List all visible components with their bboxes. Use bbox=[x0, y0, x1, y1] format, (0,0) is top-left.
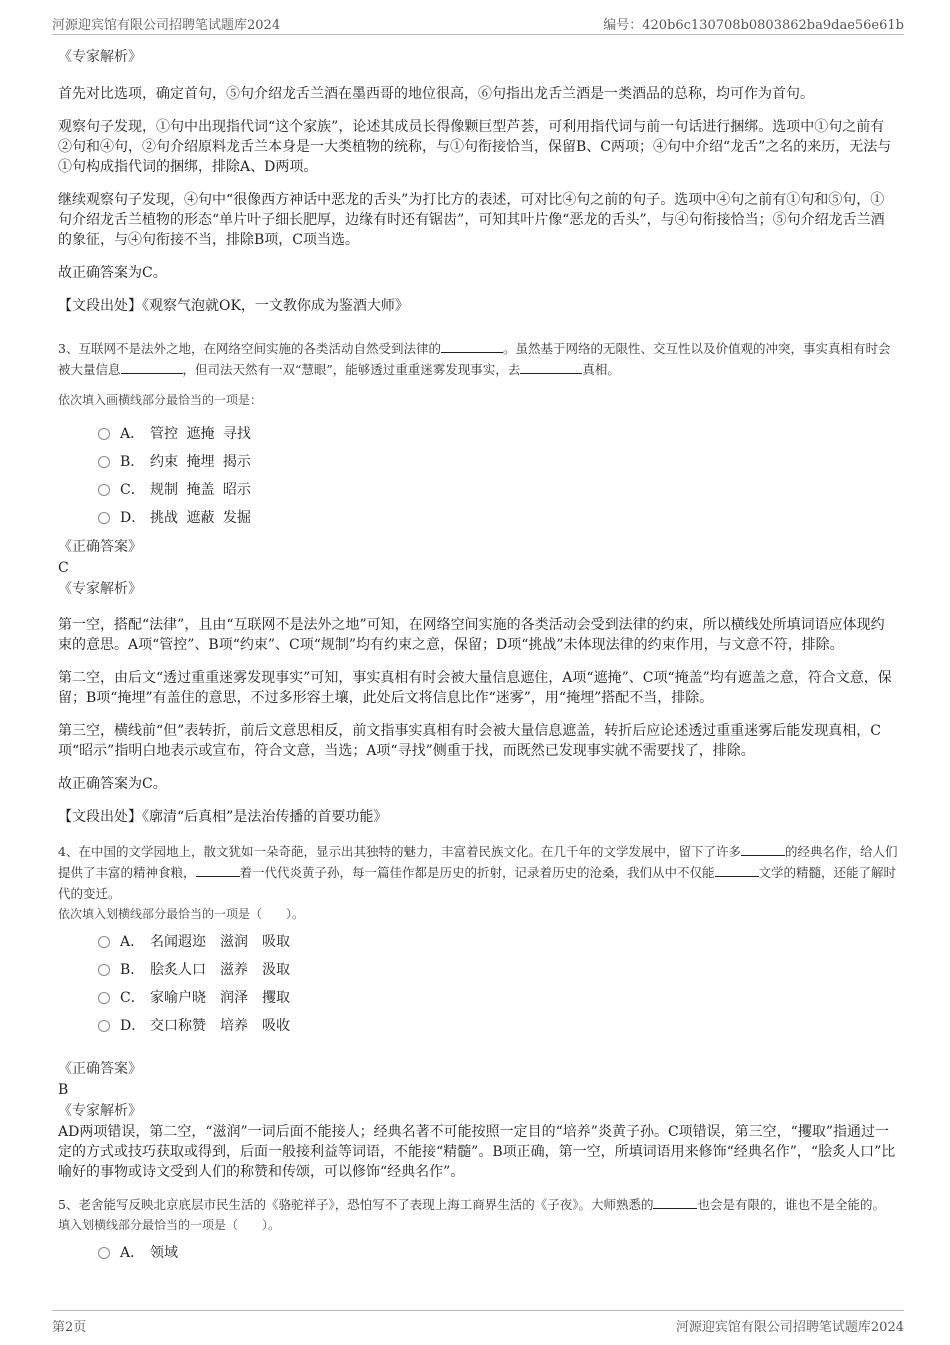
question-instruction: 依次填入画横线部分最恰当的一项是： bbox=[58, 393, 263, 407]
option-d[interactable]: D． 挑战 遮蔽 发掘 bbox=[98, 504, 898, 532]
option-b[interactable]: B． 脍炙人口 滋养 汲取 bbox=[98, 956, 898, 984]
passage-source: 【文段出处】《观察气泡就OK，一文教你成为鉴酒大师》 bbox=[58, 298, 409, 314]
option-d[interactable]: D． 交口称赞 培养 吸收 bbox=[98, 1012, 898, 1040]
question-5-options bbox=[98, 1239, 898, 1267]
correct-answer: C bbox=[58, 560, 69, 576]
question-instruction: 依次填入划横线部分最恰当的一项是（ ）。 bbox=[58, 907, 305, 921]
correct-answer-label: 《正确答案》 bbox=[58, 1061, 142, 1077]
page-header bbox=[52, 12, 904, 35]
expert-analysis-label: 《专家解析》 bbox=[58, 1103, 142, 1119]
expert-analysis-label: 《专家解析》 bbox=[58, 581, 142, 597]
analysis-paragraph: 首先对比选项，确定首句，⑤句介绍龙舌兰酒在墨西哥的地位很高，⑥句指出龙舌兰酒是一类酒品的总称，均可作为首句。 bbox=[58, 86, 814, 102]
radio-icon[interactable] bbox=[98, 512, 110, 524]
option-c[interactable]: C． 家喻户晓 润泽 攫取 bbox=[98, 984, 898, 1012]
answer-blank bbox=[121, 362, 183, 374]
radio-icon[interactable] bbox=[98, 1020, 110, 1032]
radio-icon[interactable] bbox=[98, 936, 110, 948]
correct-answer-label: 《正确答案》 bbox=[58, 539, 142, 555]
option-c[interactable]: C． 规制 掩盖 昭示 bbox=[98, 476, 898, 504]
expert-analysis-label: 《专家解析》 bbox=[58, 49, 142, 65]
radio-icon[interactable] bbox=[98, 992, 110, 1004]
answer-blank bbox=[653, 1197, 697, 1209]
radio-icon[interactable] bbox=[98, 964, 110, 976]
answer-blank bbox=[441, 341, 503, 353]
analysis-paragraph: 第一空，搭配“法律”，且由“互联网不是法外之地”可知，在网络空间实施的各类活动会受到法律的约束，所以横线处所填词语应体现约束的意思。A项“管控”、B项“约束”、C项“规制”均有约束之意，保留；D项“挑战”未体现法律的约束作用，与文意不符，排除。 bbox=[58, 617, 885, 653]
analysis-paragraph: 第三空，横线前“但”表转折，前后文意思相反，前文指事实真相有时会被大量信息遮盖，转折后应论述透过重重迷雾后能发现真相，C项“昭示”指明白地表示或宣布，符合文意，当选；A项“寻找”侧重于找，而既然已发现事实就不需要找了，排除。 bbox=[58, 723, 882, 759]
radio-icon[interactable] bbox=[98, 484, 110, 496]
radio-icon[interactable] bbox=[98, 1247, 110, 1259]
option-a[interactable]: A． 名闻遐迩 滋润 吸取 bbox=[98, 928, 898, 956]
analysis-paragraph: AD两项错误，第二空，“滋润”一词后面不能接人；经典名著不可能按照一定目的“培养”炎黄子孙。C项错误，第三空，“攫取”指通过一定的方式或技巧获取或得到，后面一般接利益等词语，不能接“精髓”。B项正确，第一空，所填词语用来修饰“经典名作”，“脍炙人口”比喻好的事物或诗文受到人们的称赞和传颂，可以修饰“经典名作”。 bbox=[58, 1124, 896, 1180]
analysis-paragraph: 观察句子发现，①句中出现指代词“这个家族”，论述其成员长得像颗巨型芦荟，可利用指代词与前一句话进行捆绑。选项中①句之前有②句和④句，②句介绍原料龙舌兰本身是一大类植物的统称，与①句衔接恰当，保留B、C两项；④句中介绍“龙舌”之名的来历，无法与①句构成指代词的捆绑，排除A、D两项。 bbox=[58, 119, 892, 175]
option-a[interactable]: A． 领域 bbox=[98, 1239, 898, 1267]
option-b[interactable]: B． 约束 掩埋 揭示 bbox=[98, 448, 898, 476]
analysis-conclusion: 故正确答案为C。 bbox=[58, 265, 167, 281]
question-3-stem: 3、互联网不是法外之地，在网络空间实施的各类活动自然受到法律的 。虽然基于网络的无限性、交互性以及价值观的冲突，事实真相有时会被大量信息 ，但司法天然有一双“慧眼”，能够透过重重迷雾发现事实，去 真相。 bbox=[58, 341, 891, 377]
question-instruction: 填入划横线部分最恰当的一项是（ ）。 bbox=[58, 1218, 281, 1232]
passage-source: 【文段出处】《廓清“后真相”是法治传播的首要功能》 bbox=[58, 809, 388, 825]
header-serial: 编号：420b6c130708b0803862ba9dae56e61b bbox=[603, 18, 904, 33]
analysis-conclusion: 故正确答案为C。 bbox=[58, 776, 167, 792]
answer-blank bbox=[741, 844, 785, 856]
correct-answer: B bbox=[58, 1082, 69, 1098]
page-footer bbox=[52, 1310, 904, 1335]
page-content bbox=[58, 40, 898, 1267]
radio-icon[interactable] bbox=[98, 428, 110, 440]
answer-blank bbox=[715, 865, 759, 877]
answer-blank bbox=[196, 865, 240, 877]
answer-blank bbox=[520, 362, 582, 374]
question-4-options bbox=[98, 928, 898, 1040]
footer-title: 河源迎宾馆有限公司招聘笔试题库2024 bbox=[675, 1320, 904, 1335]
header-title: 河源迎宾馆有限公司招聘笔试题库2024 bbox=[52, 18, 281, 33]
analysis-paragraph: 继续观察句子发现，④句中“很像西方神话中恶龙的舌头”为打比方的表述，可对比④句之前的句子。选项中④句之前有①句和⑤句，①句介绍龙舌兰植物的形态“单片叶子细长肥厚，边缘有时还有锯齿”，可知其叶片像“恶龙的舌头”，与④句衔接恰当；⑤句介绍龙舌兰酒的象征，与④句衔接不当，排除B项，C项当选。 bbox=[58, 192, 885, 248]
question-4-stem: 4、在中国的文学园地上，散文犹如一朵奇葩，显示出其独特的魅力，丰富着民族文化。在几千年的文学发展中，留下了许多 的经典名作，给人们提供了丰富的精神食粮， 着一代代炎黄子孙，每一篇佳作都是历史的折射，记录着历史的沧桑，我们从中不仅能 文学的精髓，还能了解时代的变迁。 bbox=[58, 844, 898, 901]
radio-icon[interactable] bbox=[98, 456, 110, 468]
page-number: 第2页 bbox=[52, 1320, 87, 1335]
question-5-stem: 5、老舍能写反映北京底层市民生活的《骆驼祥子》，恐怕写不了表现上海工商界生活的《子夜》。大师熟悉的 也会是有限的，谁也不是全能的。 bbox=[58, 1197, 885, 1212]
question-3-options bbox=[98, 420, 898, 532]
analysis-paragraph: 第二空，由后文“透过重重迷雾发现事实”可知，事实真相有时会被大量信息遮住，A项“遮掩”、C项“掩盖”均有遮盖之意，符合文意，保留；B项“掩埋”有盖住的意思，不过多形容土壤，此处后文将信息比作“迷雾”，用“掩埋”搭配不当，排除。 bbox=[58, 670, 892, 706]
option-a[interactable]: A． 管控 遮掩 寻找 bbox=[98, 420, 898, 448]
